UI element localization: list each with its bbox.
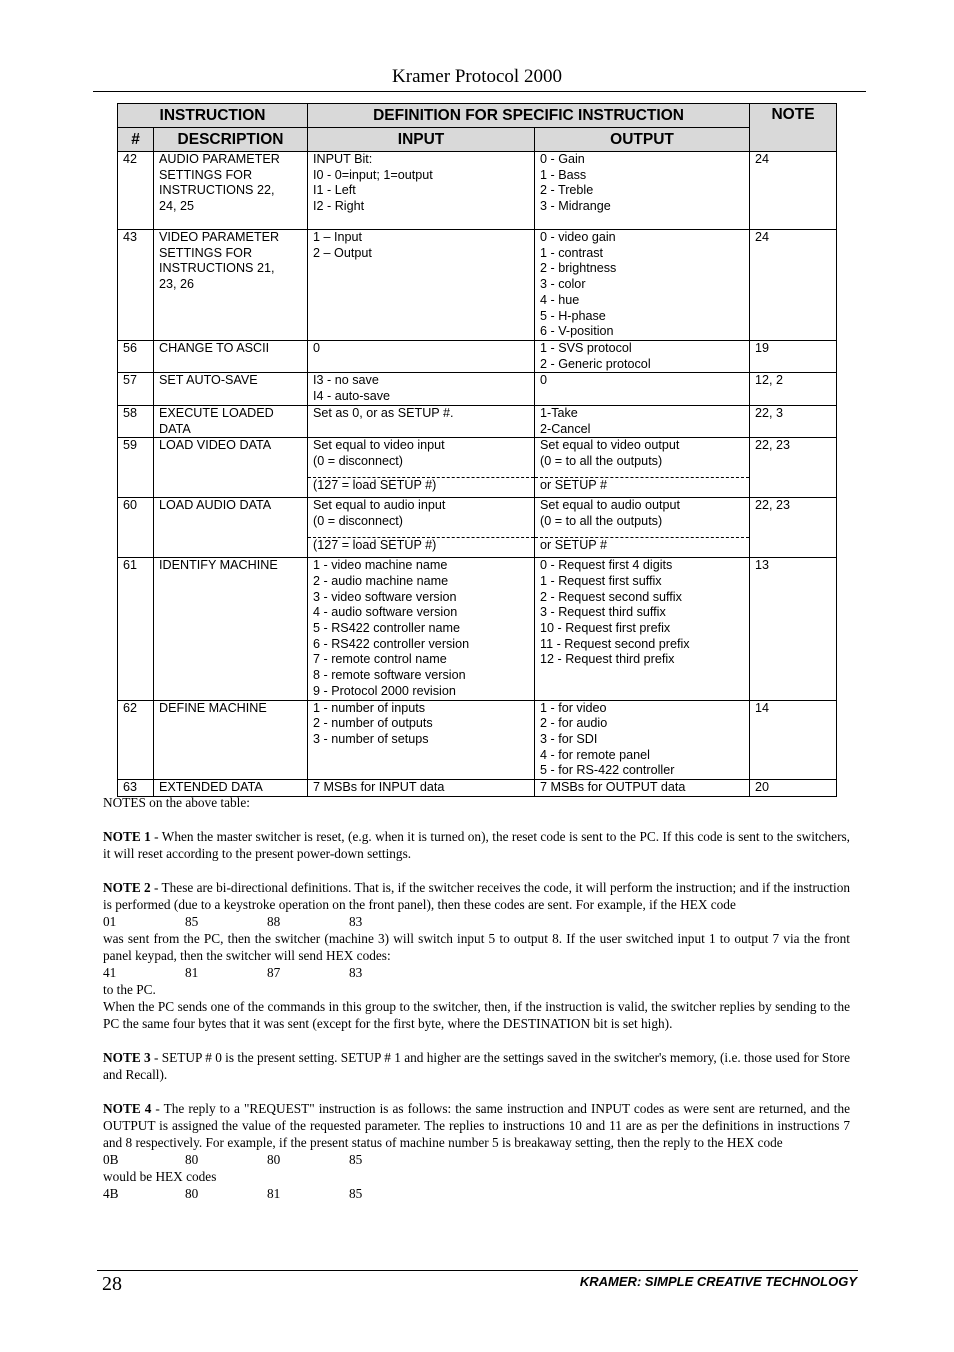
note-1-text: - When the master switcher is reset, (e.g. when it is turned on), the reset code is sent to the PC. If this code is sent to the switchers, it will reset according to the present power-down settings. (103, 829, 850, 861)
cell-input: Set as 0, or as SETUP #. (308, 405, 535, 437)
page-number: 28 (102, 1273, 122, 1295)
cell-output-extra: or SETUP # (535, 477, 749, 497)
footer-tagline: KRAMER: SIMPLE CREATIVE TECHNOLOGY (579, 1274, 857, 1289)
cell-input: 1 – Input 2 – Output (308, 230, 535, 341)
header-output: OUTPUT (535, 128, 750, 152)
table-row (118, 558, 837, 700)
cell-output: 0 - video gain 1 - contrast 2 - brightness 3 - color 4 - hue 5 - H-phase 6 - V-position (535, 230, 750, 341)
cell-input-main: Set equal to video input (0 = disconnect) (313, 438, 445, 468)
cell-input: 0 (308, 341, 535, 373)
cell-description: EXECUTE LOADED DATA (154, 405, 308, 437)
note-4-mid: would be HEX codes (103, 1169, 217, 1184)
note-2-end: When the PC sends one of the commands in this group to the switcher, then, if the instruction is valid, the switcher replies by sending to the PC the same four bytes that it was sent (except for the first byte, where the DESTINATION bit is set high). (103, 999, 850, 1031)
cell-output: 0 (535, 373, 750, 405)
cell-output: 0 - Request first 4 digits 1 - Request first suffix 2 - Request second suffix 3 - Request third suffix 10 - Request first prefix 11 - Request second prefix 12 - Request third prefix (535, 558, 750, 700)
cell-note: 12, 2 (750, 373, 837, 405)
cell-description: LOAD AUDIO DATA (154, 498, 308, 558)
cell-description: IDENTIFY MACHINE (154, 558, 308, 700)
table-row (118, 341, 837, 373)
header-rule (93, 91, 866, 92)
cell-input: 7 MSBs for INPUT data (308, 780, 535, 797)
notes-intro: NOTES on the above table: (103, 795, 250, 810)
cell-output-main: Set equal to audio output (0 = to all the outputs) (540, 498, 681, 528)
cell-description: SET AUTO-SAVE (154, 373, 308, 405)
table-row (118, 230, 837, 341)
hex-code-line: 4B 80 81 85 (103, 1186, 363, 1201)
cell-output (535, 498, 750, 558)
cell-num: 43 (118, 230, 154, 341)
footer-rule (97, 1270, 858, 1271)
cell-note: 24 (750, 230, 837, 341)
note-2-text: - These are bi-directional definitions. That is, if the switcher receives the code, it will perform the instruction; and if the instruction is performed (due to a keystroke operation on the front panel), then these codes are sent. For example, if the HEX code (103, 880, 850, 912)
cell-description: VIDEO PARAMETER SETTINGS FOR INSTRUCTIONS 21, 23, 26 (154, 230, 308, 341)
hex-code-line: 0B 80 80 85 (103, 1152, 363, 1167)
header-note: NOTE (750, 104, 837, 152)
cell-input (308, 438, 535, 498)
cell-note: 13 (750, 558, 837, 700)
note-2-to: to the PC. (103, 982, 156, 997)
cell-num: 57 (118, 373, 154, 405)
header-input: INPUT (308, 128, 535, 152)
cell-output: 7 MSBs for OUTPUT data (535, 780, 750, 797)
note-4 (103, 1100, 850, 1151)
note-4-text: - The reply to a "REQUEST" instruction is as follows: the same instruction and INPUT codes as were sent are returned, and the OUTPUT is assigned the value of the requested parameter. The replies to instructions 10 and 11 are as per the definitions in instructions 7 and 8 respectively. For example, if the present status of machine number 5 is breakaway setting, then the reply to the HEX code (103, 1101, 851, 1150)
note-4-label: NOTE 4 (103, 1101, 152, 1116)
note-2-mid: was sent from the PC, then the switcher (machine 3) will switch input 5 to output 8. If the user switched input 1 to output 7 via the front panel keypad, then the switcher will send HEX codes: (103, 931, 850, 963)
cell-note: 22, 3 (750, 405, 837, 437)
cell-num: 59 (118, 438, 154, 498)
cell-description: EXTENDED DATA (154, 780, 308, 797)
cell-input-extra: (127 = load SETUP #) (308, 537, 534, 557)
cell-note: 22, 23 (750, 498, 837, 558)
cell-description: DEFINE MACHINE (154, 700, 308, 780)
table-row (118, 498, 837, 558)
cell-output (535, 438, 750, 498)
instruction-table (117, 103, 837, 797)
note-1 (103, 828, 850, 862)
cell-output: 0 - Gain 1 - Bass 2 - Treble 3 - Midrange (535, 152, 750, 230)
cell-output: 1 - for video 2 - for audio 3 - for SDI 4 - for remote panel 5 - for RS-422 controller (535, 700, 750, 780)
header-num: # (118, 128, 154, 152)
hex-code-line: 01 85 88 83 (103, 914, 363, 929)
table-body (118, 152, 837, 797)
table-row (118, 438, 837, 498)
note-3-label: NOTE 3 (103, 1050, 151, 1065)
note-2-label: NOTE 2 (103, 880, 151, 895)
cell-output: 1 - SVS protocol 2 - Generic protocol (535, 341, 750, 373)
table-row (118, 152, 837, 230)
cell-num: 62 (118, 700, 154, 780)
header-description: DESCRIPTION (154, 128, 308, 152)
cell-input: 1 - number of inputs 2 - number of outputs 3 - number of setups (308, 700, 535, 780)
cell-output-main: Set equal to video output (0 = to all the outputs) (540, 438, 680, 468)
cell-num: 56 (118, 341, 154, 373)
cell-input-main: Set equal to audio input (0 = disconnect) (313, 498, 446, 528)
cell-output: 1-Take 2-Cancel (535, 405, 750, 437)
cell-description: AUDIO PARAMETER SETTINGS FOR INSTRUCTIONS 22, 24, 25 (154, 152, 308, 230)
cell-note: 14 (750, 700, 837, 780)
table-row (118, 405, 837, 437)
note-1-label: NOTE 1 (103, 829, 151, 844)
cell-num: 58 (118, 405, 154, 437)
header-instruction: INSTRUCTION (118, 104, 308, 128)
table-row (118, 373, 837, 405)
cell-num: 42 (118, 152, 154, 230)
cell-note: 22, 23 (750, 438, 837, 498)
note-3-text: - SETUP # 0 is the present setting. SETUP # 1 and higher are the settings saved in the switcher's memory, (i.e. those used for Store and Recall). (103, 1050, 851, 1082)
cell-note: 19 (750, 341, 837, 373)
cell-note: 20 (750, 780, 837, 797)
cell-input: 1 - video machine name 2 - audio machine name 3 - video software version 4 - audio software version 5 - RS422 controller name 6 - RS422 controller version 7 - remote control name 8 - remote software version 9 - Protocol 2000 revision (308, 558, 535, 700)
note-3 (103, 1049, 850, 1083)
cell-input-extra: (127 = load SETUP #) (308, 477, 534, 497)
cell-num: 60 (118, 498, 154, 558)
page-header-title: Kramer Protocol 2000 (392, 66, 562, 87)
notes-section (103, 794, 850, 1202)
cell-description: LOAD VIDEO DATA (154, 438, 308, 498)
cell-input (308, 498, 535, 558)
cell-description: CHANGE TO ASCII (154, 341, 308, 373)
cell-num: 61 (118, 558, 154, 700)
cell-input: I3 - no save I4 - auto-save (308, 373, 535, 405)
hex-code-line: 41 81 87 83 (103, 965, 363, 980)
cell-note: 24 (750, 152, 837, 230)
table-row (118, 700, 837, 780)
cell-num: 63 (118, 780, 154, 797)
cell-input: INPUT Bit: I0 - 0=input; 1=output I1 - Left I2 - Right (308, 152, 535, 230)
note-2 (103, 879, 850, 913)
cell-output-extra: or SETUP # (535, 537, 749, 557)
header-definition: DEFINITION FOR SPECIFIC INSTRUCTION (308, 104, 750, 128)
